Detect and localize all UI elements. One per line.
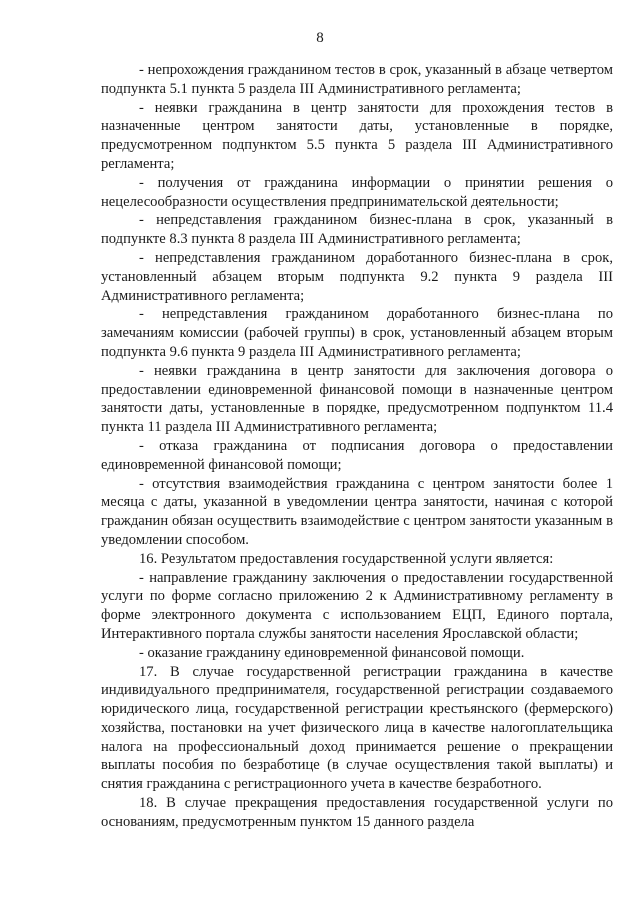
paragraph: - неявки гражданина в центр занятости для прохождения тестов в назначенные центром занятости даты, установленные в порядке, предусмотренном подпунктом 5.5 пункта 5 раздела III Административного регламента; (101, 99, 613, 172)
paragraph: - непредставления гражданином бизнес-плана в срок, указанный в подпункте 8.3 пункта 8 раздела III Административного регламента; (101, 212, 613, 248)
paragraph: - неявки гражданина в центр занятости для заключения договора о предоставлении единовременной финансовой помощи в назначенные центром занятости даты, установленные в порядке, предусмотренном подпунктом 11.4 пункта 11 раздела III Административного регламента; (101, 362, 613, 436)
paragraph: - оказание гражданину единовременной финансовой помощи. (139, 644, 525, 661)
paragraph: 17. В случае государственной регистрации гражданина в качестве индивидуального предпринимателя, государственной регистрации создаваемого юридического лица, государственной регистрации крестьянского (фермерского) хозяйства, постановки на учет физического лица в качестве налогоплательщика налога на профессиональный доход принимается решение о прекращении выплаты пособия по безработице (в случае осуществления такой выплаты) и снятия гражданина с регистрационного учета в качестве безработного. (101, 663, 613, 793)
paragraph: - непредставления гражданином доработанного бизнес-плана по замечаниям комиссии (рабочей группы) в срок, установленный абзацем вторым подпункта 9.6 пункта 9 раздела III Административного регламента; (101, 306, 613, 360)
paragraph: - получения от гражданина информации о принятии решения о нецелесообразности осуществления предпринимательской деятельности; (101, 174, 613, 210)
paragraph: - непрохождения гражданином тестов в срок, указанный в абзаце четвертом подпункта 5.1 пункта 5 раздела III Административного регламента; (101, 62, 613, 97)
paragraph: - непредставления гражданином доработанного бизнес-плана в срок, установленный абзацем вторым подпункта 9.2 пункта 9 раздела III Административного регламента; (101, 249, 613, 304)
paragraph: - отказа гражданина от подписания договора о предоставлении единовременной финансовой помощи; (101, 437, 613, 473)
page-number: 8 (316, 30, 324, 46)
document-body (101, 61, 613, 832)
paragraph: 16. Результатом предоставления государственной услуги является: (139, 550, 554, 567)
paragraph: - направление гражданину заключения о предоставлении государственной услуги по форме согласно приложению 2 к Административному регламенту в форме электронного документа с использованием ЕЦП, Единого портала, Интерактивного портала службы занятости населения Ярославской области; (101, 569, 613, 642)
paragraph: 18. В случае прекращения предоставления государственной услуги по основаниям, предусмотренным пунктом 15 данного раздела (101, 795, 613, 830)
paragraph: - отсутствия взаимодействия гражданина с центром занятости более 1 месяца с даты, указанной в уведомлении центра занятости, начиная с которой гражданин обязан осуществить взаимодействие с центром занятости указанным в уведомлении способом. (101, 475, 613, 548)
